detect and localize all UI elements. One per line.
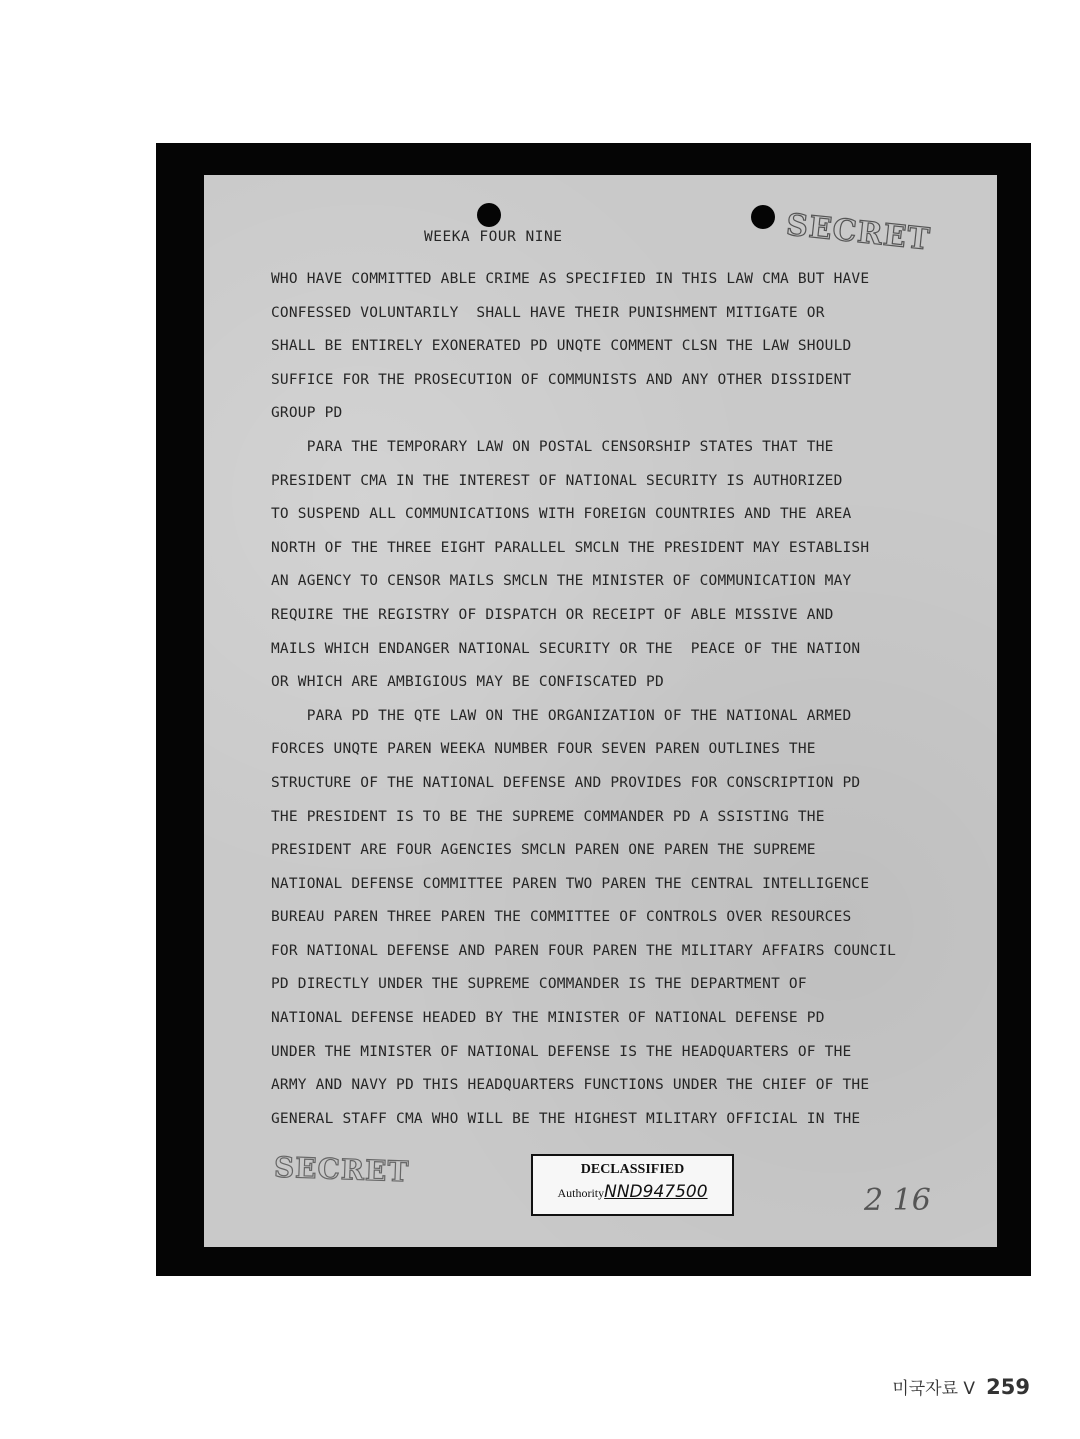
punch-hole-left bbox=[477, 203, 501, 227]
declassified-title: DECLASSIFIED bbox=[580, 1162, 685, 1177]
text-line: ARMY AND NAVY PD THIS HEADQUARTERS FUNCTIONS UNDER THE CHIEF OF THE bbox=[271, 1077, 870, 1094]
scan-frame bbox=[156, 143, 1031, 1276]
page-footer bbox=[892, 1374, 1030, 1399]
text-line: NORTH OF THE THREE EIGHT PARALLEL SMCLN THE PRESIDENT MAY ESTABLISH bbox=[271, 539, 870, 556]
text-line: WHO HAVE COMMITTED ABLE CRIME AS SPECIFIED IN THIS LAW CMA BUT HAVE bbox=[271, 271, 870, 287]
authority-number: NND947500 bbox=[604, 1182, 708, 1202]
page-number: 259 bbox=[986, 1375, 1030, 1399]
text-line: MAILS WHICH ENDANGER NATIONAL SECURITY OR THE PEACE OF THE NATION bbox=[271, 640, 861, 657]
text-line: SHALL BE ENTIRELY EXONERATED PD UNQTE COMMENT CLSN THE LAW SHOULD bbox=[271, 338, 852, 355]
document-body bbox=[271, 263, 991, 1136]
secret-stamp-top: SECRET bbox=[784, 207, 932, 258]
text-line: FOR NATIONAL DEFENSE AND PAREN FOUR PAREN THE MILITARY AFFAIRS COUNCIL bbox=[271, 942, 897, 959]
text-line: NATIONAL DEFENSE COMMITTEE PAREN TWO PAREN THE CENTRAL INTELLIGENCE bbox=[271, 875, 870, 892]
punch-hole-right bbox=[751, 205, 775, 229]
text-line: GENERAL STAFF CMA WHO WILL BE THE HIGHEST MILITARY OFFICIAL IN THE bbox=[271, 1110, 861, 1127]
text-line: PARA THE TEMPORARY LAW ON POSTAL CENSORSHIP STATES THAT THE bbox=[271, 438, 834, 455]
text-line: PARA PD THE QTE LAW ON THE ORGANIZATION OF THE NATIONAL ARMED bbox=[271, 707, 852, 724]
text-line: CONFESSED VOLUNTARILY SHALL HAVE THEIR PUNISHMENT MITIGATE OR bbox=[271, 304, 825, 321]
text-line: UNDER THE MINISTER OF NATIONAL DEFENSE IS THE HEADQUARTERS OF THE bbox=[271, 1043, 852, 1060]
text-line: BUREAU PAREN THREE PAREN THE COMMITTEE OF CONTROLS OVER RESOURCES bbox=[271, 909, 852, 926]
text-line: PRESIDENT ARE FOUR AGENCIES SMCLN PAREN ONE PAREN THE SUPREME bbox=[271, 842, 816, 859]
authority-label: Authority bbox=[557, 1186, 605, 1200]
document-header: WEEKA FOUR NINE bbox=[424, 229, 563, 245]
text-line: OR WHICH ARE AMBIGIOUS MAY BE CONFISCATED PD bbox=[271, 674, 664, 691]
text-line: FORCES UNQTE PAREN WEEKA NUMBER FOUR SEVEN PAREN OUTLINES THE bbox=[271, 741, 816, 758]
text-line: TO SUSPEND ALL COMMUNICATIONS WITH FOREIGN COUNTRIES AND THE AREA bbox=[271, 506, 852, 523]
text-line: STRUCTURE OF THE NATIONAL DEFENSE AND PROVIDES FOR CONSCRIPTION PD bbox=[271, 774, 861, 791]
text-line: PD DIRECTLY UNDER THE SUPREME COMMANDER IS THE DEPARTMENT OF bbox=[271, 976, 807, 993]
handwritten-note: 2 16 bbox=[864, 1183, 931, 1218]
document-page bbox=[204, 175, 997, 1247]
footer-section: 미국자료 V bbox=[892, 1379, 976, 1399]
text-line: SUFFICE FOR THE PROSECUTION OF COMMUNISTS AND ANY OTHER DISSIDENT bbox=[271, 371, 852, 388]
text-line: AN AGENCY TO CENSOR MAILS SMCLN THE MINISTER OF COMMUNICATION MAY bbox=[271, 573, 852, 590]
text-line: THE PRESIDENT IS TO BE THE SUPREME COMMANDER PD A SSISTING THE bbox=[271, 808, 825, 825]
declassified-stamp bbox=[531, 1154, 734, 1216]
text-line: NATIONAL DEFENSE HEADED BY THE MINISTER OF NATIONAL DEFENSE PD bbox=[271, 1010, 825, 1027]
text-line: REQUIRE THE REGISTRY OF DISPATCH OR RECEIPT OF ABLE MISSIVE AND bbox=[271, 606, 834, 623]
text-line: GROUP PD bbox=[271, 405, 343, 422]
text-line: PRESIDENT CMA IN THE INTEREST OF NATIONAL SECURITY IS AUTHORIZED bbox=[271, 472, 843, 489]
secret-stamp-bottom: SECRET bbox=[273, 1150, 410, 1189]
declassified-authority bbox=[533, 1182, 732, 1202]
